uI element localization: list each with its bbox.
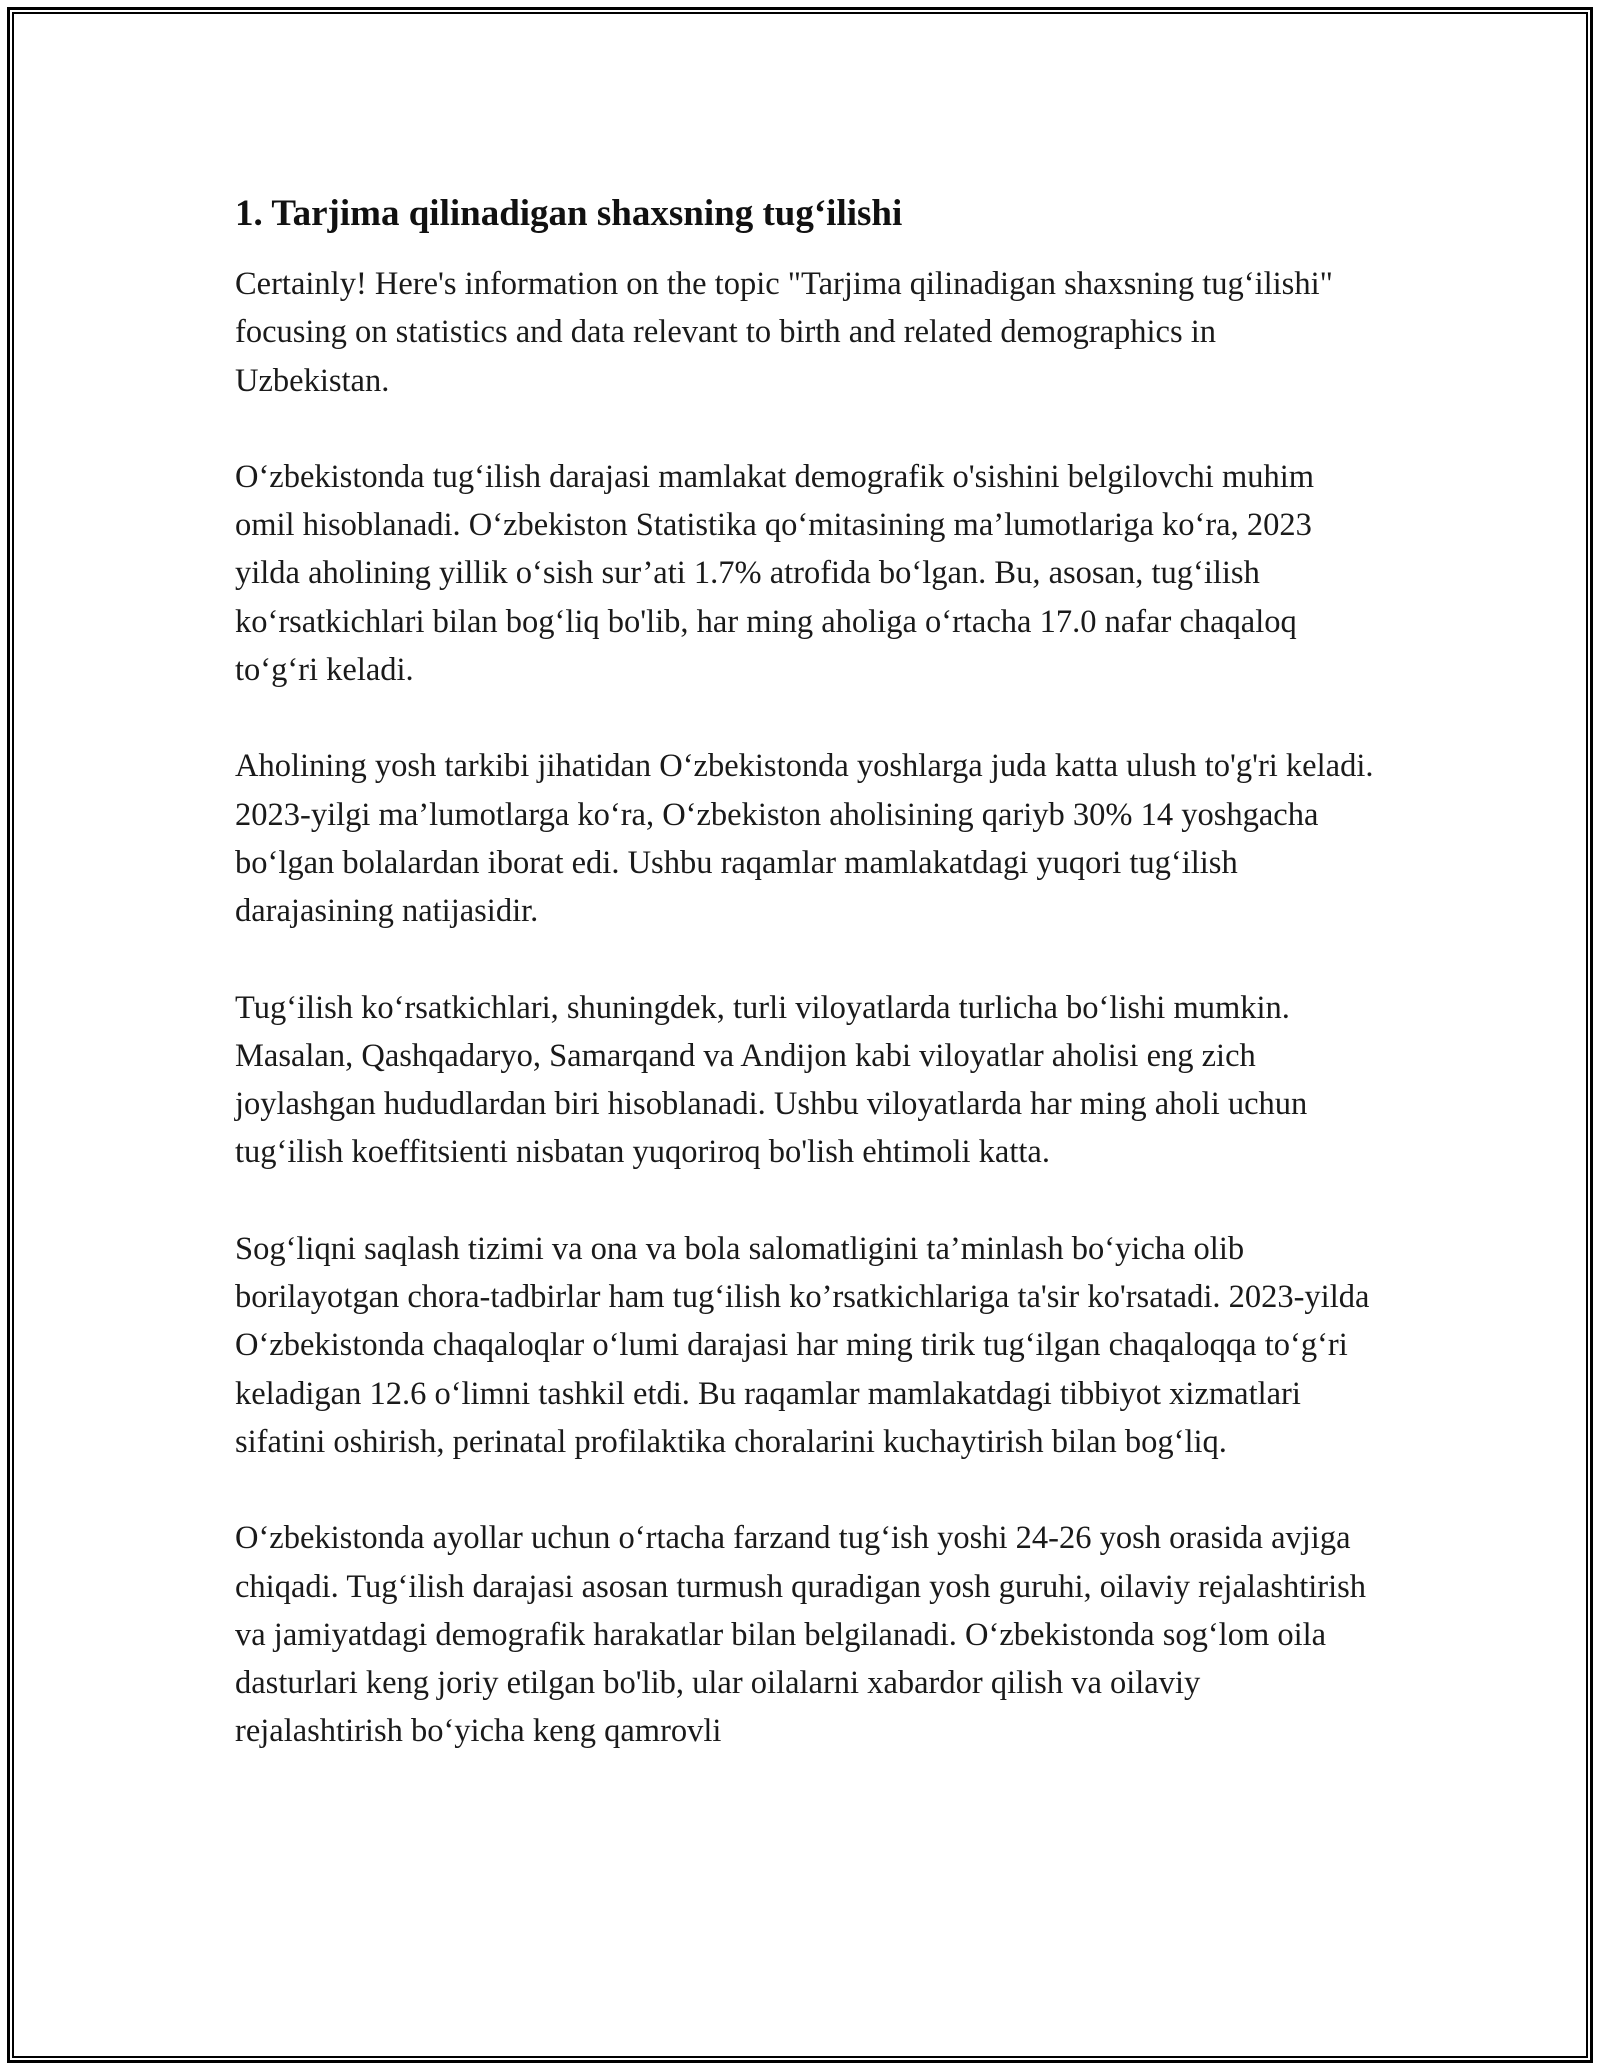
paragraph-maternal-age: O‘zbekistonda ayollar uchun o‘rtacha farzand tug‘ish yoshi 24-26 yosh orasida avjiga chiqadi. Tug‘ilish darajasi asosan turmush quradigan yosh guruhi, oilaviy rejalashtirish va jamiyatdagi demografik harakatlar bilan belgilanadi. O‘zbekistonda sog‘lom oila dasturlari keng joriy etilgan bo'lib, ular oilalarni xabardor qilish va oilaviy rejalashtirish bo‘yicha keng qamrovli bbox=[235, 1520, 1367, 1750]
paragraph-intro: Certainly! Here's information on the topic "Tarjima qilinadigan shaxsning tug‘ilishi" focusing on statistics and data relevant to birth and related demographics in Uzbekistan. bbox=[235, 266, 1333, 399]
paragraph-birth-rate: O‘zbekistonda tug‘ilish darajasi mamlakat demografik o'sishini belgilovchi muhim omil hisoblanadi. O‘zbekiston Statistika qo‘mitasining ma’lumotlariga ko‘ra, 2023 yilda aholining yillik o‘sish sur’ati 1.7% atrofida bo‘lgan. Bu, asosan, tug‘ilish ko‘rsatkichlari bilan bog‘liq bo'lib, har ming aholiga o‘rtacha 17.0 nafar chaqaloq to‘g‘ri keladi. bbox=[235, 458, 1315, 689]
document-body bbox=[235, 188, 1375, 1804]
document-title: 1. Tarjima qilinadigan shaxsning tug‘ilishi bbox=[235, 193, 903, 234]
paragraph-regions: Tug‘ilish ko‘rsatkichlari, shuningdek, turli viloyatlarda turlicha bo‘lishi mumkin. Masalan, Qashqadaryo, Samarqand va Andijon kabi viloyatlar aholisi eng zich joylashgan hududlardan biri hisoblanadi. Ushbu viloyatlarda har ming aholi uchun tug‘ilish koeffitsienti nisbatan yuqoriroq bo'lish ehtimoli katta. bbox=[235, 989, 1308, 1171]
paragraph-healthcare: Sog‘liqni saqlash tizimi va ona va bola salomatligini ta’minlash bo‘yicha olib borilayotgan chora-tadbirlar ham tug‘ilish ko’rsatkichlariga ta'sir ko'rsatadi. 2023-yilda O‘zbekistonda chaqaloqlar o‘lumi darajasi har ming tirik tug‘ilgan chaqaloqqa to‘g‘ri keladigan 12.6 o‘limni tashkil etdi. Bu raqamlar mamlakatdagi tibbiyot xizmatlari sifatini oshirish, perinatal profilaktika choralarini kuchaytirish bilan bog‘liq. bbox=[235, 1230, 1370, 1460]
paragraph-age-structure: Aholining yosh tarkibi jihatidan O‘zbekistonda yoshlarga juda katta ulush to'g'ri keladi. 2023-yilgi ma’lumotlarga ko‘ra, O‘zbekiston aholisining qariyb 30% 14 yoshgacha bo‘lgan bolalardan iborat edi. Ushbu raqamlar mamlakatdagi yuqori tug‘ilish darajasining natijasidir. bbox=[235, 748, 1374, 930]
